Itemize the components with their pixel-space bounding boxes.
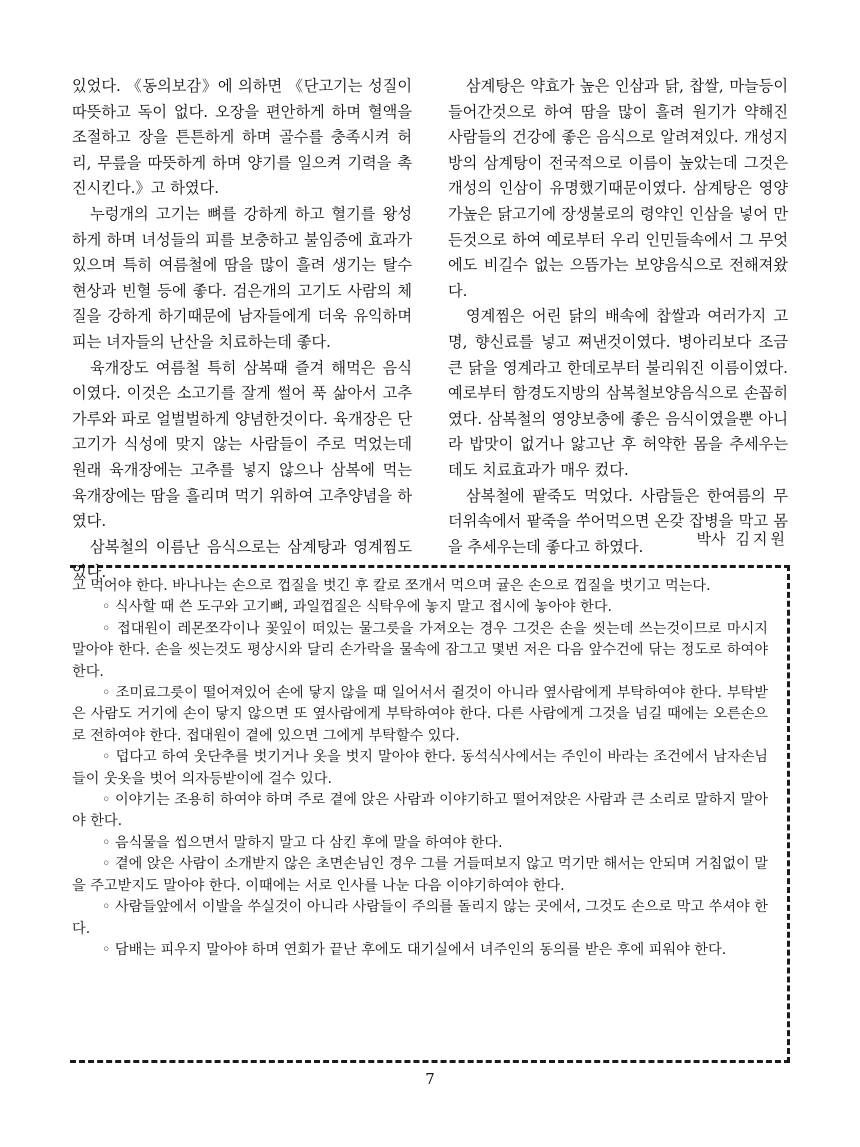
box-item: ◦ 덥다고 하여 웃단추를 벗기거나 옷을 벗지 말아야 한다. 동석식사에서는 주인이 바라는 조건에서 남자손님들이 웃옷을 벗어 의자등받이에 걸수 있다.	[72, 749, 768, 787]
right-paragraph-2: 영계찜은 어린 닭의 배속에 찹쌀과 여러가지 고명, 향신료를 넣고 쪄낸것이였다. 병아리보다 조금 큰 닭을 영계라고 한데로부터 불리워진 이름이였다. 예로부터 함경도지방의 삼복철보양음식으로 손꼽히였다. 삼복철의 영양보충에 좋은 음식이였을뿐 아니라 밥맛이 없거나 앓고난 후 허약한 몸을 추세우는데도 치료효과가 매우 컸다.	[448, 307, 788, 479]
left-column	[72, 74, 412, 586]
box-item: ◦ 이야기는 조용히 하여야 하며 주로 곁에 앉은 사람과 이야기하고 떨어져앉은 사람과 큰 소리로 말하지 말아야 한다.	[72, 792, 768, 830]
author-name: 김지원	[735, 530, 788, 548]
page-number: 7	[425, 1070, 435, 1088]
left-paragraph-2: 누렁개의 고기는 뼈를 강하게 하고 혈기를 왕성하게 하며 녀성들의 피를 보충하고 불임증에 효과가 있으며 특히 여름철에 땀을 많이 흘려 생기는 탈수현상과 빈혈 등에 좋다. 검은개의 고기도 사람의 체질을 강하게 하기때문에 남자들에게 더욱 유익하며 피는 녀자들의 난산을 치료하는데 좋다.	[72, 204, 412, 351]
box-item: ◦ 식사할 때 쓴 도구와 고기뼈, 과일껍질은 식탁우에 놓지 말고 접시에 놓아야 한다.	[102, 599, 613, 616]
right-paragraph-3: 삼복철에 팥죽도 먹었다. 사람들은 한여름의 무더위속에서 팥죽을 쑤어먹으면 온갖 잡병을 막고 몸을 추세우는데 좋다고 하였다.	[448, 486, 788, 556]
box-item: ◦ 음식물을 씹으면서 말하지 말고 다 삼킨 후에 말을 하여야 한다.	[102, 834, 503, 851]
left-paragraph-3: 육개장도 여름철 특히 삼복때 즐겨 해먹은 음식이였다. 이것은 소고기를 잘게 썰어 푹 삶아서 고추가루와 파로 얼벌벌하게 양념한것이다. 육개장은 단고기가 식성에 맞지 않는 사람들이 주로 먹었는데 원래 육개장에는 고추를 넣지 않으나 삼복에 먹는 육개장에는 땀을 흘리며 먹기 위하여 고추양념을 하였다.	[72, 358, 412, 531]
box-item: ◦ 곁에 앉은 사람이 소개받지 않은 초면손님인 경우 그를 거들떠보지 않고 먹기만 해서는 안되며 거침없이 말을 주고받지도 말아야 한다. 이때에는 서로 인사를 나눈 다음 이야기하여야 한다.	[72, 856, 768, 894]
author-title: 박사	[696, 530, 726, 548]
right-paragraph-1: 삼계탕은 약효가 높은 인삼과 닭, 찹쌀, 마늘등이 들어간것으로 하여 땀을 많이 흘려 원기가 약해진 사람들의 건강에 좋은 음식으로 알려져있다. 개성지방의 삼계탕이 전국적으로 이름이 높았는데 그것은 개성의 인삼이 유명했기때문이였다. 삼계탕은 영양가높은 닭고기에 장생불로의 령약인 인삼을 넣어 만든것으로 하여 예로부터 우리 인민들속에서 그 무엇에도 비길수 없는 으뜸가는 보양음식으로 전해져왔다.	[448, 77, 788, 300]
etiquette-box	[72, 576, 768, 961]
author-signature	[448, 528, 788, 550]
box-item: ◦ 사람들앞에서 이발을 쑤실것이 아니라 사람들이 주의를 돌리지 않는 곳에서, 그것도 손으로 막고 쑤셔야 한다.	[72, 899, 768, 937]
box-item: ◦ 조미료그릇이 떨어져있어 손에 닿지 않을 때 일어서서 쥘것이 아니라 옆사람에게 부탁하여야 한다. 부탁받은 사람도 거기에 손이 닿지 않으면 또 옆사람에게 부탁하여야 한다. 다른 사람에게 그것을 넘길 때에는 오른손으로 전하여야 한다. 접대원이 곁에 있으면 그에게 부탁할수 있다.	[72, 685, 769, 744]
right-column	[448, 74, 788, 560]
left-paragraph-1: 있었다. 《동의보감》에 의하면 《단고기는 성질이 따뜻하고 독이 없다. 오장을 편안하게 하며 혈액을 조절하고 장을 튼튼하게 하며 골수를 충족시켜 허리, 무릎을 따뜻하게 하며 양기를 일으켜 기력을 촉진시킨다.》고 하였다.	[72, 77, 412, 198]
box-paragraph-continuation: 고 먹어야 한다. 바나나는 손으로 껍질을 벗긴 후 칼로 쪼개서 먹으며 귤은 손으로 껍질을 벗기고 먹는다.	[72, 578, 711, 594]
box-item: ◦ 접대원이 레몬쪼각이나 꽃잎이 떠있는 물그릇을 가져오는 경우 그것은 손을 씻는데 쓰는것이므로 마시지 말아야 한다. 손을 씻는것도 평상시와 달리 손가락을 물속에 잠그고 몇번 저은 다음 앞수건에 닦는 정도로 하여야 한다.	[72, 620, 769, 680]
box-item: ◦ 담배는 피우지 말아야 하며 연회가 끝난 후에도 대기실에서 녀주인의 동의를 받은 후에 피워야 한다.	[102, 941, 727, 958]
left-paragraph-4: 삼복철의 이름난 음식으로는 삼계탕과 영계찜도 있다.	[72, 537, 412, 582]
